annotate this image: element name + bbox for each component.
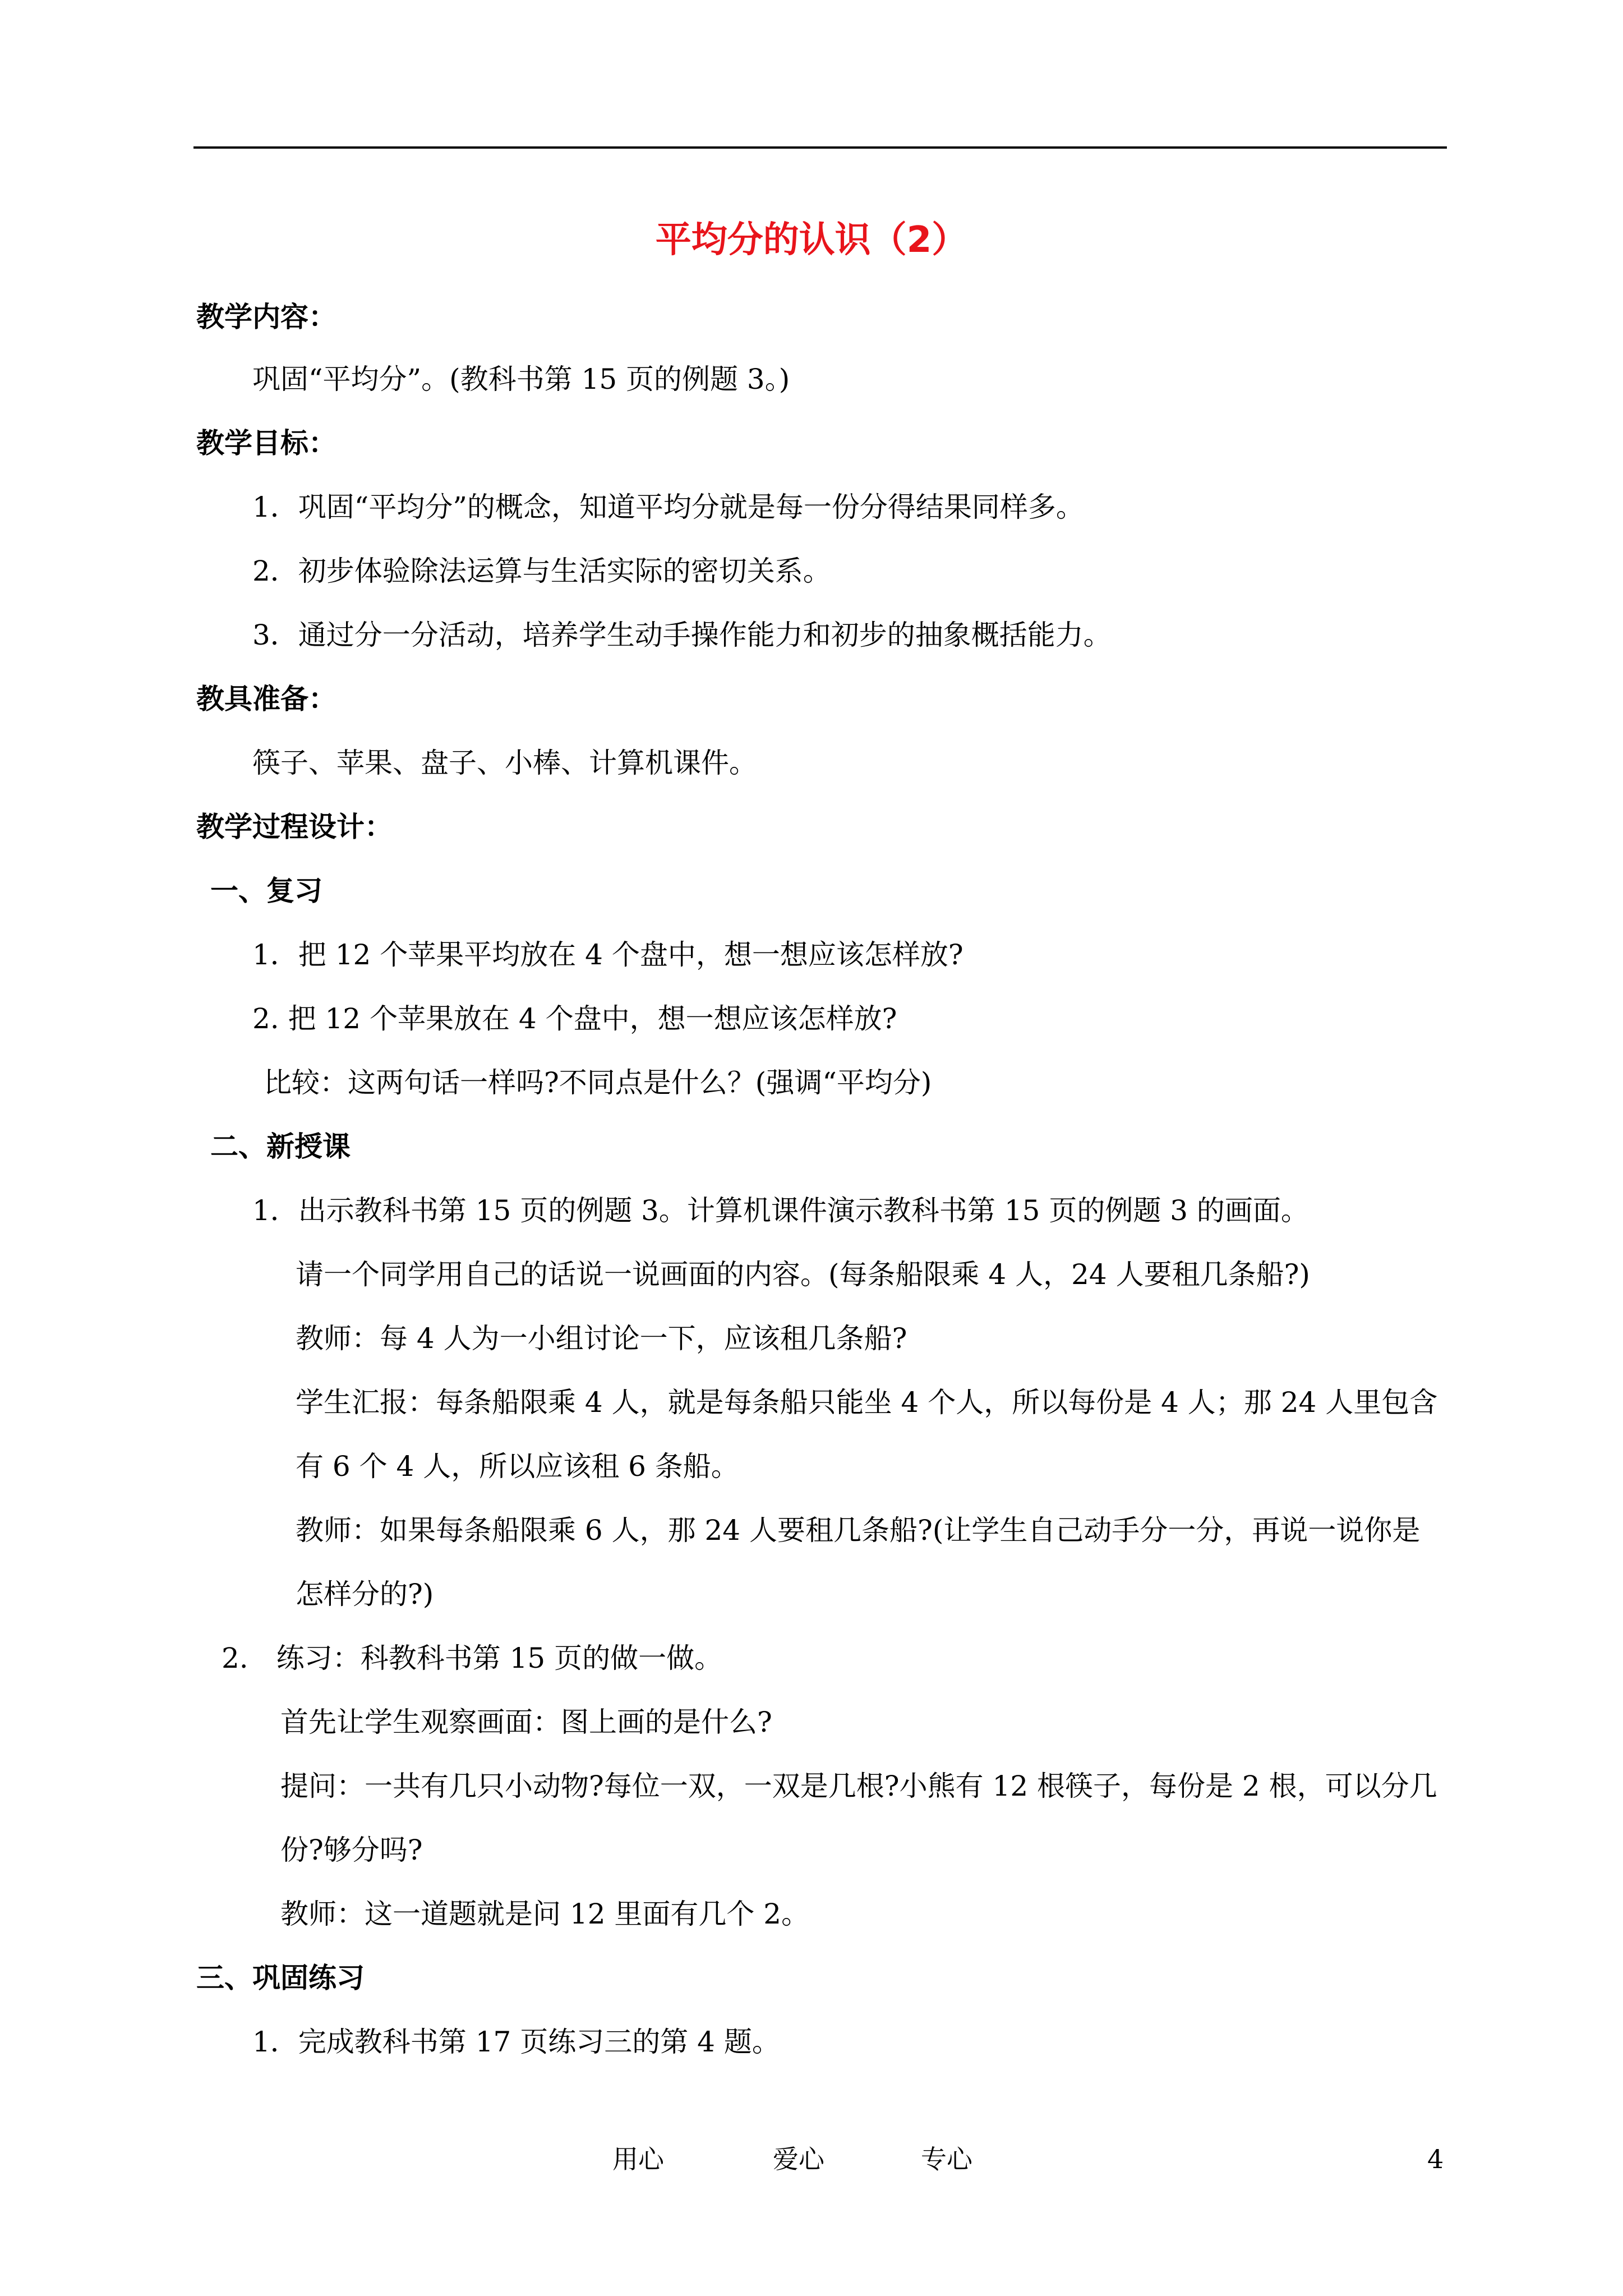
objective-item: 2．初步体验除法运算与生活实际的密切关系。 [252,555,831,587]
heading-materials: 教具准备： [196,683,336,715]
heading-content: 教学内容： [196,301,336,333]
paragraph-content: 巩固“平均分”。(教科书第 15 页的例题 3。) [252,363,790,395]
section-heading-review: 一、复习 [210,875,322,907]
page-number: 4 [1427,2144,1444,2174]
lesson-paragraph: 提问：一共有几只小动物?每位一双，一双是几根?小熊有 12 根筷子，每份是 2 根，可以分几 [280,1770,1437,1802]
section-heading-new-lesson: 二、新授课 [210,1130,351,1163]
lesson-paragraph: 请一个同学用自己的话说一说画面的内容。(每条船限乘 4 人，24 人要租几条船?) [296,1258,1310,1291]
review-comparison: 比较：这两句话一样吗?不同点是什么？(强调“平均分) [264,1066,932,1099]
document-title: 平均分的认识（2） [655,219,968,261]
footer-item: 用心 [612,2144,664,2174]
objective-item: 1．巩固“平均分”的概念，知道平均分就是每一份分得结果同样多。 [252,491,1084,523]
lesson-paragraph: 教师：如果每条船限乘 6 人，那 24 人要租几条船?(让学生自己动手分一分，再说一说你是 [296,1514,1421,1547]
footer-item: 爱心 [773,2144,824,2174]
lesson-paragraph: 首先让学生观察画面：图上画的是什么? [280,1706,772,1738]
lesson-item: 1．出示教科书第 15 页的例题 3。计算机课件演示教科书第 15 页的例题 3 的画面。 [252,1194,1309,1227]
heading-process: 教学过程设计： [196,811,393,843]
review-item: 1．把 12 个苹果平均放在 4 个盘中，想一想应该怎样放? [252,938,963,971]
practice-item: 1．完成教科书第 17 页练习三的第 4 题。 [252,2026,780,2058]
lesson-paragraph: 教师：这一道题就是问 12 里面有几个 2。 [280,1898,810,1930]
lesson-paragraph: 学生汇报：每条船限乘 4 人，就是每条船只能坐 4 个人，所以每份是 4 人；那 24 人里包含 [296,1386,1438,1419]
footer-item: 专心 [921,2144,972,2174]
review-item: 2. 把 12 个苹果放在 4 个盘中，想一想应该怎样放? [252,1002,897,1035]
lesson-item: 2. 练习：科教科书第 15 页的做一做。 [222,1642,723,1674]
paragraph-materials: 筷子、苹果、盘子、小棒、计算机课件。 [252,747,757,779]
heading-objectives: 教学目标： [196,427,336,459]
lesson-paragraph: 份?够分吗? [280,1834,423,1866]
section-heading-practice: 三、巩固练习 [196,1962,365,1994]
lesson-paragraph: 有 6 个 4 人，所以应该租 6 条船。 [296,1450,739,1483]
lesson-paragraph: 教师：每 4 人为一小组讨论一下，应该租几条船? [296,1322,907,1355]
header-rule [193,146,1447,149]
objective-item: 3．通过分一分活动，培养学生动手操作能力和初步的抽象概括能力。 [252,619,1112,651]
lesson-paragraph: 怎样分的?) [296,1578,434,1611]
